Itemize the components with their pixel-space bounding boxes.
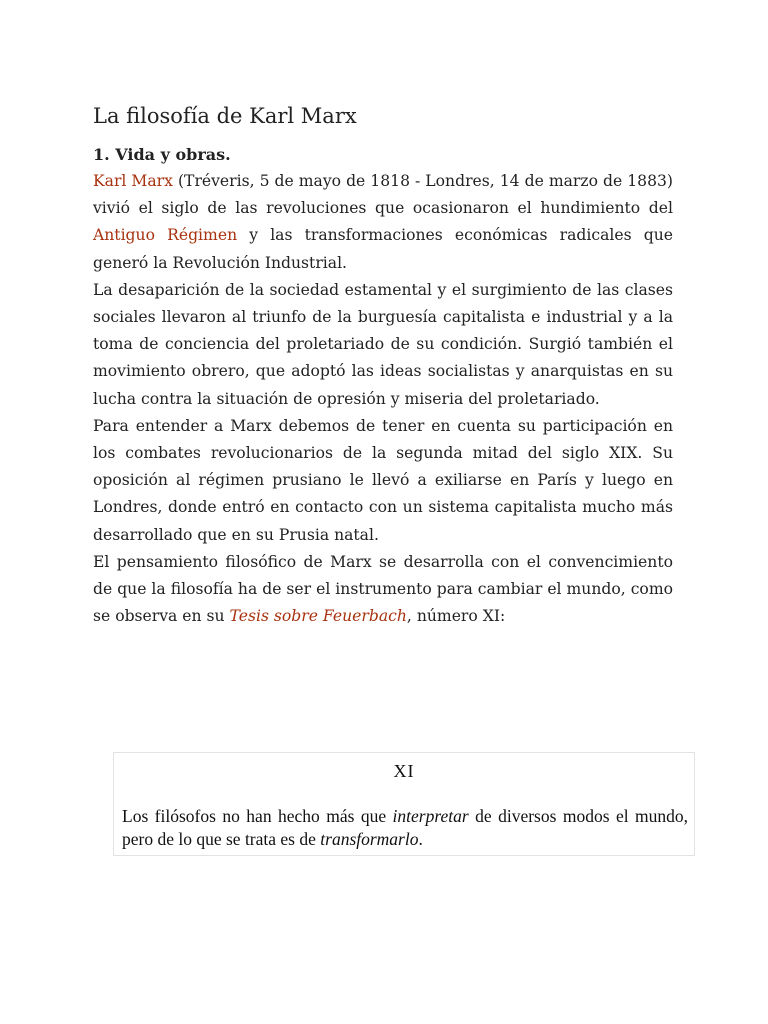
- document-body: [93, 100, 673, 630]
- paragraph-biography: [93, 168, 673, 277]
- quote-part: de diversos modos el mundo, pero de lo que se trata es de: [122, 806, 688, 849]
- quote-part: .: [418, 829, 423, 849]
- paragraph-philosophy: [93, 549, 673, 631]
- quote-emphasis-interpretar: interpretar: [392, 806, 469, 826]
- section-heading: 1. Vida y obras.: [93, 145, 231, 164]
- paragraph-text: (Tréveris, 5 de mayo de 1818 - Londres, 14 de marzo de 1883) vivió el siglo de las revoluciones que ocasionaron el hundimiento del: [93, 172, 673, 218]
- quote-emphasis-transformarlo: transformarlo: [320, 829, 419, 849]
- paragraph-text: y las transformaciones económicas radicales que generó la Revolución Industrial.: [93, 226, 673, 272]
- quote-text: [122, 805, 688, 851]
- quote-numeral: XI: [393, 761, 415, 781]
- paragraph-text: El pensamiento filosófico de Marx se desarrolla con el convencimiento de que la filosofía ha de ser el instrumento para cambiar el mundo, como se observa en su: [93, 552, 673, 626]
- paragraph-social-context: La desaparición de la sociedad estamental y el surgimiento de las clases sociales llevaron al triunfo de la burguesía capitalista e industrial y a la toma de conciencia del proletariado de su condición. Surgió también el movimiento obrero, que adoptó las ideas socialistas y anarquistas en su lucha contra la situación de opresión y miseria del proletariado.: [93, 280, 673, 408]
- paragraph-text: , número XI:: [406, 607, 506, 626]
- quote-part: Los filósofos no han hecho más que: [122, 806, 393, 826]
- link-karl-marx[interactable]: Karl Marx: [93, 172, 173, 190]
- page-title: La filosofía de Karl Marx: [93, 104, 357, 128]
- link-antiguo-regimen[interactable]: Antiguo Régimen: [93, 226, 238, 245]
- paragraph-exile: Para entender a Marx debemos de tener en cuenta su participación en los combates revolucionarios de la segunda mitad del siglo XIX. Su oposición al régimen prusiano le llevó a exiliarse en París y luego en Londres, donde entró en contacto con un sistema capitalista mucho más desarrollado que en su Prusia natal.: [93, 416, 673, 544]
- link-tesis-sobre-feuerbach[interactable]: Tesis sobre Feuerbach: [229, 607, 407, 626]
- thesis-xi-quote-image: [113, 752, 695, 856]
